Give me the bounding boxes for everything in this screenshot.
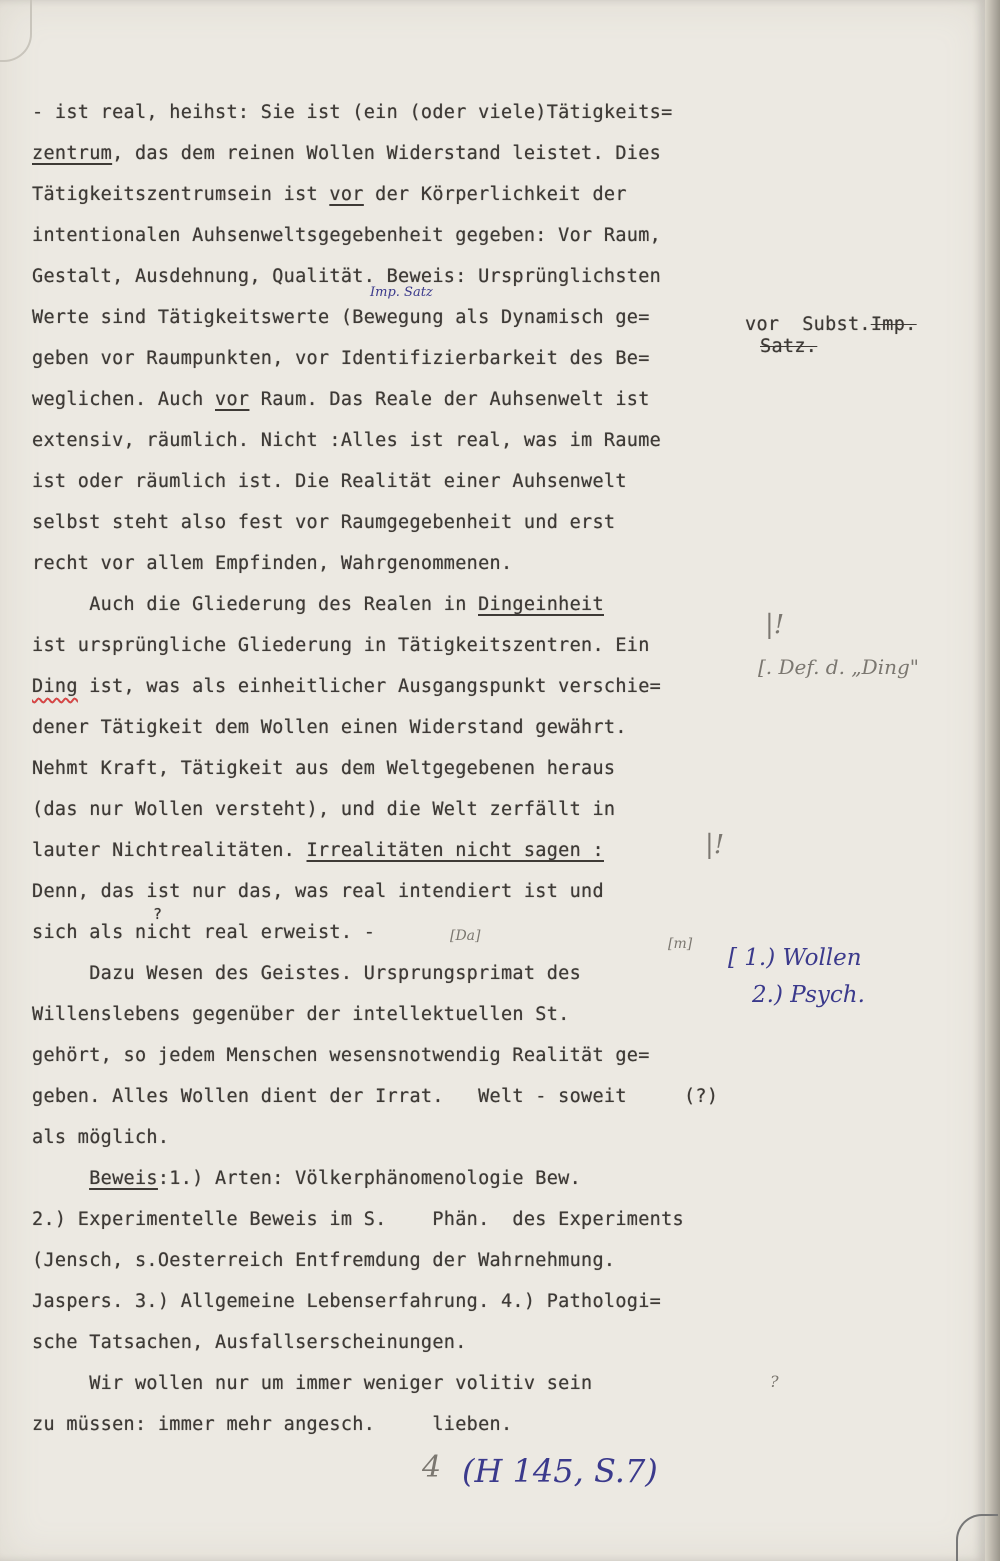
text-span: Tätigkeitszentrumsein ist — [32, 184, 330, 205]
text-line: Denn, das ist nur das, was real intendiert ist und — [32, 881, 604, 902]
text-span: :1.) Arten: Völkerphänomenologie Bew. — [157, 1168, 582, 1189]
text-span: der Körperlichkeit der — [363, 184, 627, 205]
text-span: Ding — [32, 676, 78, 697]
paper-clip-mark-bottom — [956, 1514, 998, 1561]
margin-satz: Satz. — [760, 336, 818, 357]
text-line: Werte sind Tätigkeitswerte (Bewegung als Dynamisch ge= — [32, 307, 650, 328]
text-line: Willenslebens gegenüber der intellektuellen St. — [32, 1004, 570, 1025]
annotation-da: [Da] — [450, 928, 481, 944]
text-line: - ist real, heihst: Sie ist (ein (oder viele)Tätigkeits= — [32, 102, 673, 123]
text-span: vor — [215, 389, 250, 410]
text-line: intentionalen Auhsenweltsgegebenheit gegeben: Vor Raum, — [32, 225, 662, 246]
text-span: Beweis — [89, 1168, 158, 1189]
annotation-imp-satz: Imp. Satz — [370, 285, 433, 300]
annotation-exclamation: |! — [765, 610, 785, 640]
text-span: Auch die Gliederung des Realen in — [32, 594, 479, 615]
text-span — [32, 1168, 89, 1189]
text-line: gehört, so jedem Menschen wesensnotwendig Realität ge= — [32, 1045, 650, 1066]
annotation-def-ding: [. Def. d. „Ding" — [758, 655, 919, 679]
text-line: (Jensch, s.Oesterreich Entfremdung der Wahrnehmung. — [32, 1250, 616, 1271]
text-line: Wir wollen nur um immer weniger volitiv sein — [32, 1373, 593, 1394]
margin-vor-subst — [745, 314, 917, 335]
text-span: Irrealitäten nicht sagen : — [306, 840, 604, 861]
text-line: ist ursprüngliche Gliederung in Tätigkeitszentren. Ein — [32, 635, 650, 656]
text-line: sche Tatsachen, Ausfallserscheinungen. — [32, 1332, 467, 1353]
text-line — [32, 389, 650, 410]
page-edge — [985, 0, 1000, 1561]
text-line: geben vor Raumpunkten, vor Identifizierbarkeit des Be= — [32, 348, 650, 369]
text-span: Dingeinheit — [478, 594, 604, 615]
text-span: Raum. Das Reale der Auhsenwelt ist — [249, 389, 650, 410]
text-line: 2.) Experimentelle Beweis im S. Phän. des Experiments — [32, 1209, 684, 1230]
text-line: sich als nicht real erweist. - — [32, 922, 376, 943]
annotation-m: [m] — [668, 936, 693, 952]
text-line: Nehmt Kraft, Tätigkeit aus dem Weltgegebenen heraus — [32, 758, 616, 779]
text-line: selbst steht also fest vor Raumgegebenheit und erst — [32, 512, 616, 533]
text-span: , das dem reinen Wollen Widerstand leistet. Dies — [112, 143, 662, 164]
text-line: Gestalt, Ausdehnung, Qualität. Beweis: Ursprünglichsten — [32, 266, 662, 287]
text-line: (das nur Wollen versteht), und die Welt zerfällt in — [32, 799, 616, 820]
text-line: ist oder räumlich ist. Die Realität einer Auhsenwelt — [32, 471, 627, 492]
annotation-exclamation: |! — [705, 830, 725, 860]
text-span: ist, was als einheitlicher Ausgangspunkt verschie= — [77, 676, 662, 697]
text-span: Imp. — [870, 314, 917, 335]
text-span: weglichen. Auch — [32, 389, 216, 410]
text-line — [32, 1168, 581, 1189]
text-span: lauter Nichtrealitäten. — [32, 840, 307, 861]
text-line: zu müssen: immer mehr angesch. lieben. — [32, 1414, 513, 1435]
text-span: vor — [329, 184, 364, 205]
text-line: als möglich. — [32, 1127, 170, 1148]
text-span: vor Subst. — [745, 314, 871, 335]
annotation-question: ? — [153, 905, 163, 923]
text-line: Dazu Wesen des Geistes. Ursprungsprimat des — [32, 963, 582, 984]
text-line: geben. Alles Wollen dient der Irrat. Welt - soweit (?) — [32, 1086, 719, 1107]
annotation-psych: 2.) Psych. — [752, 982, 865, 1008]
annotation-question: ? — [770, 1372, 779, 1391]
text-line — [32, 143, 661, 164]
text-line — [32, 676, 661, 697]
folio-reference: (H 145, S.7) — [462, 1452, 658, 1490]
text-line: dener Tätigkeit dem Wollen einen Widerstand gewährt. — [32, 717, 627, 738]
text-line — [32, 594, 604, 615]
text-line — [32, 840, 604, 861]
annotation-wollen: [ 1.) Wollen — [728, 945, 862, 971]
text-line: extensiv, räumlich. Nicht :Alles ist real, was im Raume — [32, 430, 662, 451]
text-line: Jaspers. 3.) Allgemeine Lebenserfahrung. 4.) Pathologi= — [32, 1291, 662, 1312]
text-line: recht vor allem Empfinden, Wahrgenommenen. — [32, 553, 513, 574]
folio-pencil-number: 4 — [422, 1450, 442, 1485]
text-span: zentrum — [32, 143, 113, 164]
text-line — [32, 184, 627, 205]
